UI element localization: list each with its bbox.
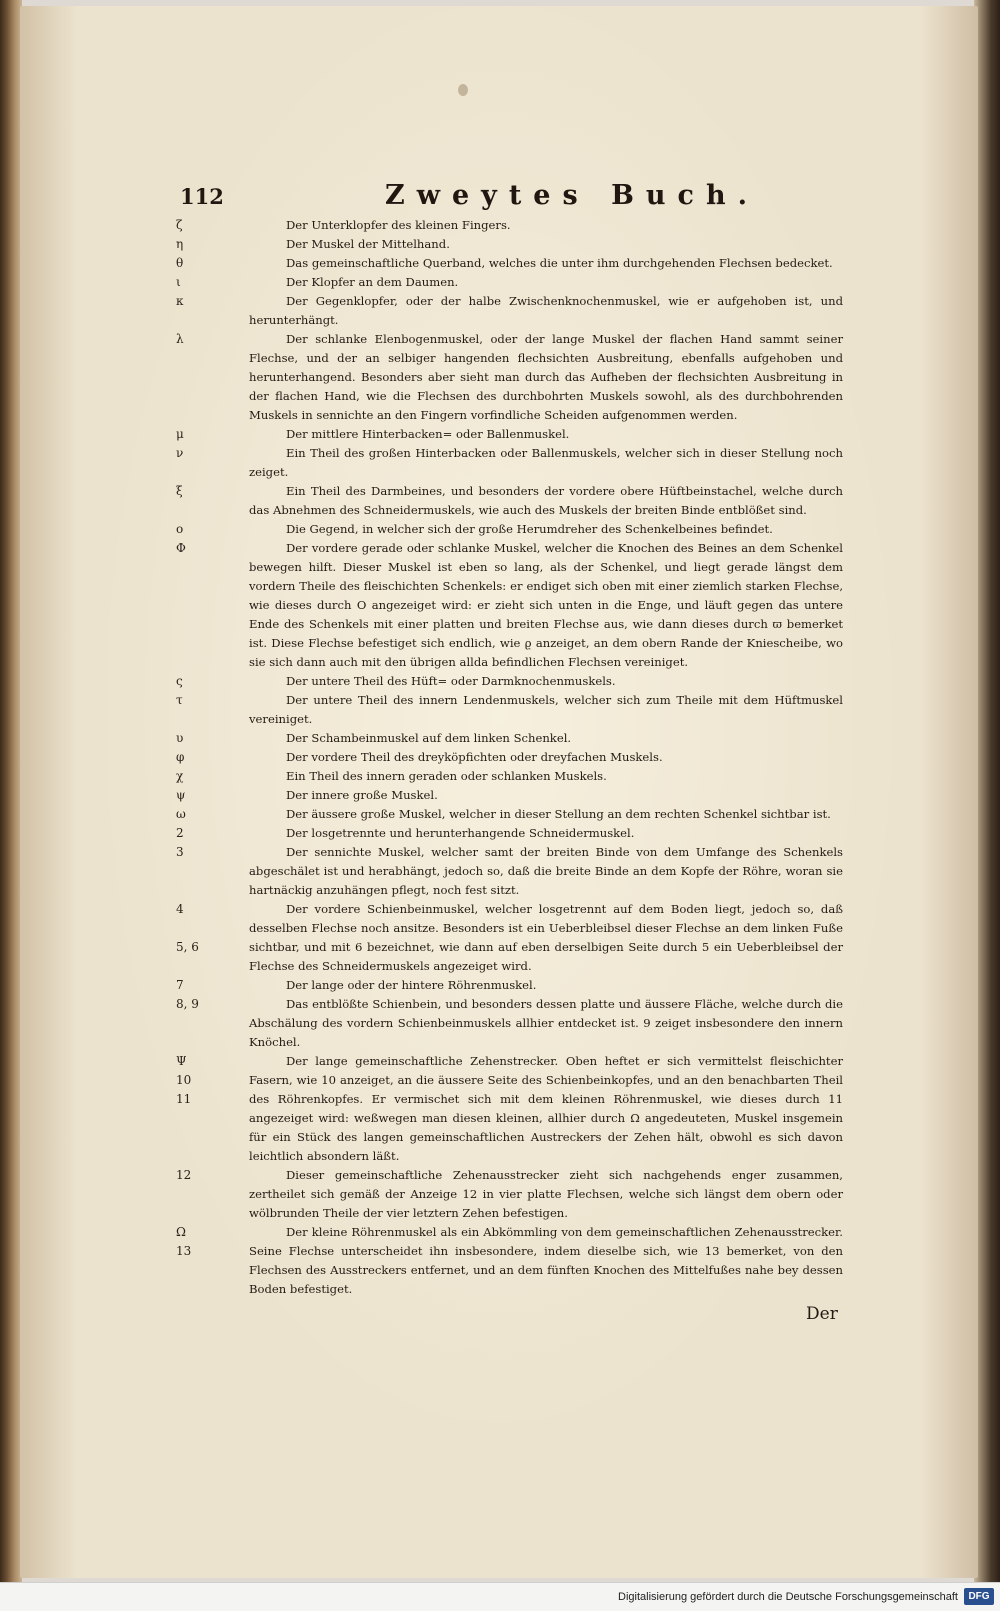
running-head: Zweytes Buch. [385,180,759,211]
entry-marker: Ω 13 [176,1225,192,1258]
page-header [180,180,860,220]
legend-entry [0,1052,1000,1166]
entry-marker: ς [176,674,183,688]
entry-text: Der vordere Theil des dreyköpfichten oder dreyfachen Muskels. [286,750,663,764]
legend-entries [0,216,1000,1299]
entry-text: Der vordere Schienbeinmuskel, welcher losgetrennt auf dem Boden liegt, jedoch so, daß desselben Flechse noch ansitze. Besonders ist ein Ueberbleibsel dieser Flechse an dem linken Fuße sichtbar, und mit 6 bezeichnet, wie dann auf eben derselbigen Seite durch 5 ein Ueberbleibsel der Flechse des Schneidermuskels angezeiget wird. [249,902,843,973]
entry-text: Der Gegenklopfer, oder der halbe Zwischenknochenmuskel, wie er aufgehoben ist, und herunterhängt. [249,294,843,327]
legend-entry [0,767,1000,786]
digitization-footer [0,1582,1000,1611]
entry-text: Die Gegend, in welcher sich der große Herumdreher des Schenkelbeines befindet. [286,522,773,536]
legend-entry [0,1223,1000,1299]
legend-entry [0,273,1000,292]
entry-text: Der äussere große Muskel, welcher in dieser Stellung an dem rechten Schenkel sichtbar ist. [286,807,831,821]
legend-entry [0,995,1000,1052]
entry-marker: λ [176,332,184,346]
entry-marker: 2 [176,826,184,840]
legend-entry [0,539,1000,672]
entry-marker: 8, 9 [176,997,199,1011]
legend-entry [0,482,1000,520]
entry-text: Der lange gemeinschaftliche Zehenstrecker. Oben heftet er sich vermittelst fleischichter Fasern, wie 10 anzeiget, an die äussere Seite des Schienbeinkopfes, und an den benachbarten Theil des Röhrenkopfes. Er vermischet sich mit dem kleinen Röhrenmuskel, wie dieses durch 11 angezeiget wird: weßwegen man diesen kleinen, allhier durch Ω angedeuteten, Muskel insgemein für ein Stück des langen gemeinschaftlichen Austreckers der Zehen hält, obwohl es sich davon leichtlich absondern läßt. [249,1054,843,1163]
entry-marker: ν [176,446,184,460]
entry-marker: 7 [176,978,184,992]
legend-entry [0,425,1000,444]
entry-marker: 4 5, 6 [176,902,199,954]
footer-credit: Digitalisierung gefördert durch die Deutsche Forschungsgemeinschaft [618,1591,958,1603]
entry-text: Der losgetrennte und herunterhangende Schneidermuskel. [286,826,635,840]
paper-stain [458,84,468,96]
entry-text: Der Muskel der Mittelhand. [286,237,450,251]
entry-marker: τ [176,693,183,707]
legend-entry [0,330,1000,425]
legend-entry [0,805,1000,824]
entry-text: Ein Theil des innern geraden oder schlanken Muskels. [286,769,607,783]
entry-marker: 3 [176,845,184,859]
entry-text: Der Unterklopfer des kleinen Fingers. [286,218,511,232]
entry-text: Das entblößte Schienbein, und besonders dessen platte und äussere Fläche, welche durch die Abschälung des vordern Schienbeinmuskels allhier entdecket ist. 9 zeiget insbesondere den innern Knöchel. [249,997,843,1049]
catchword: Der [806,1304,838,1324]
entry-marker: ο [176,522,184,536]
legend-entry [0,216,1000,235]
legend-entry [0,748,1000,767]
entry-text: Der mittlere Hinterbacken= oder Ballenmuskel. [286,427,570,441]
entry-marker: μ [176,427,184,441]
legend-entry [0,444,1000,482]
entry-marker: 12 [176,1168,192,1182]
entry-text: Der lange oder der hintere Röhrenmuskel. [286,978,537,992]
entry-text: Der kleine Röhrenmuskel als ein Abkömmling von dem gemeinschaftlichen Zehenausstrecker. Seine Flechse unterscheidet ihn insbesondere, indem dieselbe sich, wie 13 bemerket, von den Flechsen des Ausstreckers entfernet, und an dem fünften Knochen des Mittelfußes nahe bey dessen Boden befestiget. [249,1225,843,1296]
page-number: 112 [180,184,224,209]
entry-text: Der Klopfer an dem Daumen. [286,275,459,289]
entry-text: Der vordere gerade oder schlanke Muskel, welcher die Knochen des Beines an dem Schenkel bewegen hilft. Dieser Muskel ist eben so lang, als der Schenkel, und liegt gerade längst dem vordern Theile des fleischichten Schenkels: er endiget sich oben mit einer ziemlich starken Flechse, wie dieses durch O angezeiget wird: er zieht sich unten in die Enge, und läuft gegen das untere Ende des Schenkels mit einer platten und breiten Flechse aus, wie dann dieses durch ϖ bemerket ist. Diese Flechse befestiget sich endlich, wie ϱ anzeiget, an dem obern Rande der Kniescheibe, wo sie sich dann auch mit den übrigen allda befindlichen Flechsen vereiniget. [249,541,843,669]
entry-text: Ein Theil des großen Hinterbacken oder Ballenmuskels, welcher sich in dieser Stellung noch zeiget. [249,446,843,479]
legend-entry [0,976,1000,995]
entry-marker: ι [176,275,181,289]
entry-text: Dieser gemeinschaftliche Zehenausstrecker zieht sich nachgehends enger zusammen, zertheilet sich gemäß der Anzeige 12 in vier platte Flechsen, welche sich längst dem obern oder wölbrunden Theile der vier letztern Zehen befestigen. [249,1168,843,1220]
entry-text: Der untere Theil des innern Lendenmuskels, welcher sich zum Theile mit dem Hüftmuskel vereiniget. [249,693,843,726]
legend-entry [0,672,1000,691]
entry-marker: η [176,237,184,251]
legend-entry [0,786,1000,805]
legend-entry [0,520,1000,539]
legend-entry [0,235,1000,254]
entry-text: Der innere große Muskel. [286,788,438,802]
entry-marker: Φ [176,541,186,555]
legend-entry [0,824,1000,843]
entry-marker: ζ [176,218,183,232]
legend-entry [0,900,1000,976]
entry-text: Der schlanke Elenbogenmuskel, oder der lange Muskel der flachen Hand sammt seiner Flechse, und der an selbiger hangenden flechsichten Ausbreitung, ebenfalls aufgehoben und herunterhangend. Besonders aber sieht man durch das Aufheben der flechsichten Ausbreitung in der flachen Hand, wie die Flechsen des durchbohrten Muskels sowohl, als des durchbohrenden Muskels in sennichte an den Fingern vorfindliche Scheiden aufgenommen werden. [249,332,843,422]
entry-marker: κ [176,294,184,308]
legend-entry [0,843,1000,900]
entry-marker: ω [176,807,186,821]
entry-marker: υ [176,731,184,745]
entry-marker: χ [176,769,184,783]
legend-entry [0,1166,1000,1223]
legend-entry [0,292,1000,330]
entry-text: Der sennichte Muskel, welcher samt der breiten Binde von dem Umfange des Schenkels abgeschälet ist und herabhängt, jedoch so, daß die breite Binde an dem Kopfe der Röhre, woran sie hartnäckig anzuhängen pflegt, noch fest sitzt. [249,845,843,897]
entry-text: Das gemeinschaftliche Querband, welches die unter ihm durchgehenden Flechsen bedecket. [286,256,833,270]
legend-entry [0,729,1000,748]
dfg-logo: DFG [964,1588,994,1605]
entry-text: Der Schambeinmuskel auf dem linken Schenkel. [286,731,572,745]
entry-marker: θ [176,256,184,270]
legend-entry [0,691,1000,729]
entry-marker: φ [176,750,185,764]
entry-text: Der untere Theil des Hüft= oder Darmknochenmuskels. [286,674,616,688]
legend-entry [0,254,1000,273]
entry-marker: Ψ 10 11 [176,1054,192,1106]
entry-marker: ψ [176,788,186,802]
entry-text: Ein Theil des Darmbeines, und besonders der vordere obere Hüftbeinstachel, welche durch das Abnehmen des Schneidermuskels, wie auch des Muskels der breiten Binde entblößet sind. [249,484,843,517]
entry-marker: ξ [176,484,183,498]
